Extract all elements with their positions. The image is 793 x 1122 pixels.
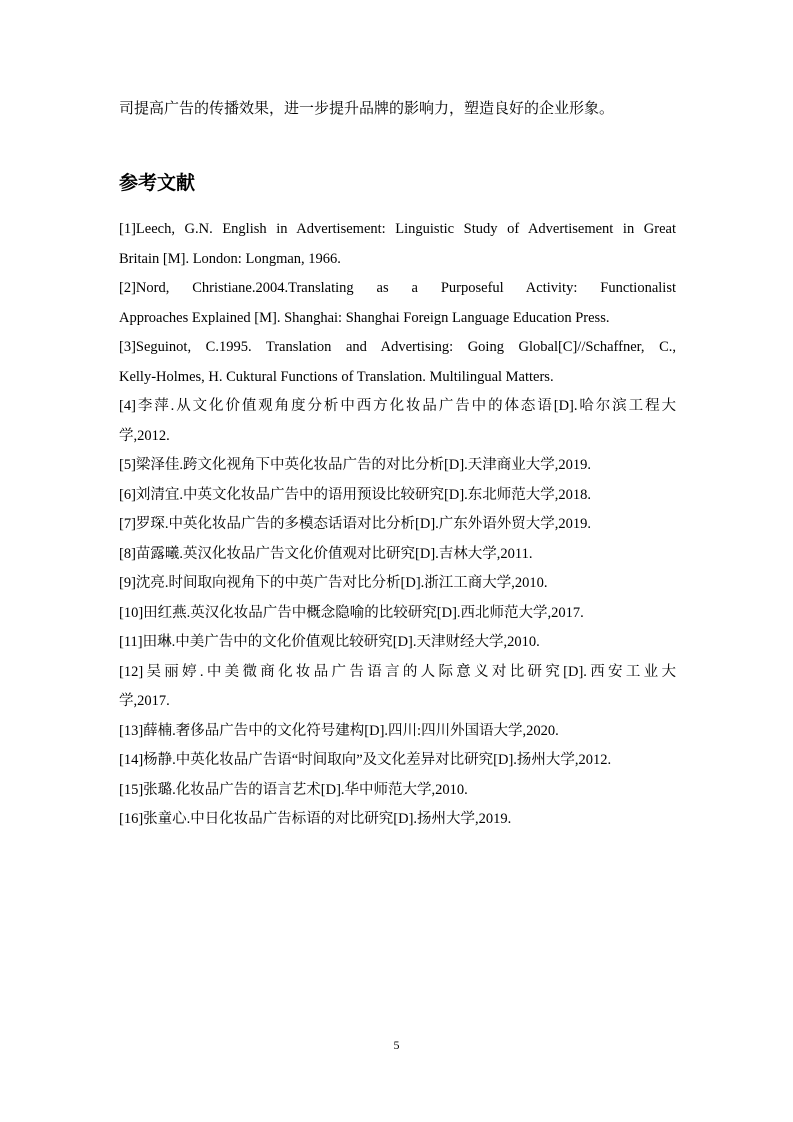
reference-line: [5]梁泽佳.跨文化视角下中英化妆品广告的对比分析[D].天津商业大学,2019. [119, 457, 592, 473]
reference-line: [1]Leech, G.N. English in Advertisement: Linguistic Study of Advertisement in Great [119, 221, 676, 237]
reference-line: [2]Nord, Christiane.2004.Translating as a Purposeful Activity: Functionalist [119, 280, 676, 296]
reference-line: 学,2017. [119, 693, 170, 709]
reference-line: [8]苗露曦.英汉化妆品广告文化价值观对比研究[D].吉林大学,2011. [119, 545, 533, 562]
paragraph-continuation: 司提高广告的传播效果，进一步提升品牌的影响力，塑造良好的企业形象。 [119, 101, 615, 117]
reference-line: Approaches Explained [M]. Shanghai: Shanghai Foreign Language Education Press. [119, 309, 610, 326]
reference-line: 学,2012. [119, 427, 170, 444]
reference-line: Kelly-Holmes, H. Cuktural Functions of Translation. Multilingual Matters. [119, 368, 554, 385]
reference-line: [10]田红燕.英汉化妆品广告中概念隐喻的比较研究[D].西北师范大学,2017. [119, 604, 584, 621]
reference-line: [16]张童心.中日化妆品广告标语的对比研究[D].扬州大学,2019. [119, 811, 512, 827]
reference-line: Britain [M]. London: Longman, 1966. [119, 250, 341, 267]
reference-line: [3]Seguinot, C.1995. Translation and Advertising: Going Global[C]//Schaffner, C., [119, 339, 676, 355]
references-heading: 参考文献 [119, 173, 196, 194]
reference-line: [11]田琳.中美广告中的文化价值观比较研究[D].天津财经大学,2010. [119, 634, 540, 650]
reference-line: [14]杨静.中英化妆品广告语“时间取向”及文化差异对比研究[D].扬州大学,2012. [119, 752, 612, 768]
reference-line: [12]吴丽婷.中美微商化妆品广告语言的人际意义对比研究[D].西安工业大 [119, 663, 676, 680]
page-number: 5 [393, 1038, 400, 1052]
reference-line: [6]刘清宜.中英文化妆品广告中的语用预设比较研究[D].东北师范大学,2018. [119, 486, 592, 503]
references-list [119, 215, 676, 835]
reference-line: [13]薛楠.奢侈品广告中的文化符号建构[D].四川:四川外国语大学,2020. [119, 722, 559, 739]
reference-line: [7]罗琛.中英化妆品广告的多模态话语对比分析[D].广东外语外贸大学,2019. [119, 516, 592, 532]
reference-line: [4]李萍.从文化价值观角度分析中西方化妆品广告中的体态语[D].哈尔滨工程大 [119, 398, 676, 414]
reference-line: [15]张璐.化妆品广告的语言艺术[D].华中师范大学,2010. [119, 781, 468, 798]
reference-line: [9]沈亮.时间取向视角下的中英广告对比分析[D].浙江工商大学,2010. [119, 575, 548, 591]
